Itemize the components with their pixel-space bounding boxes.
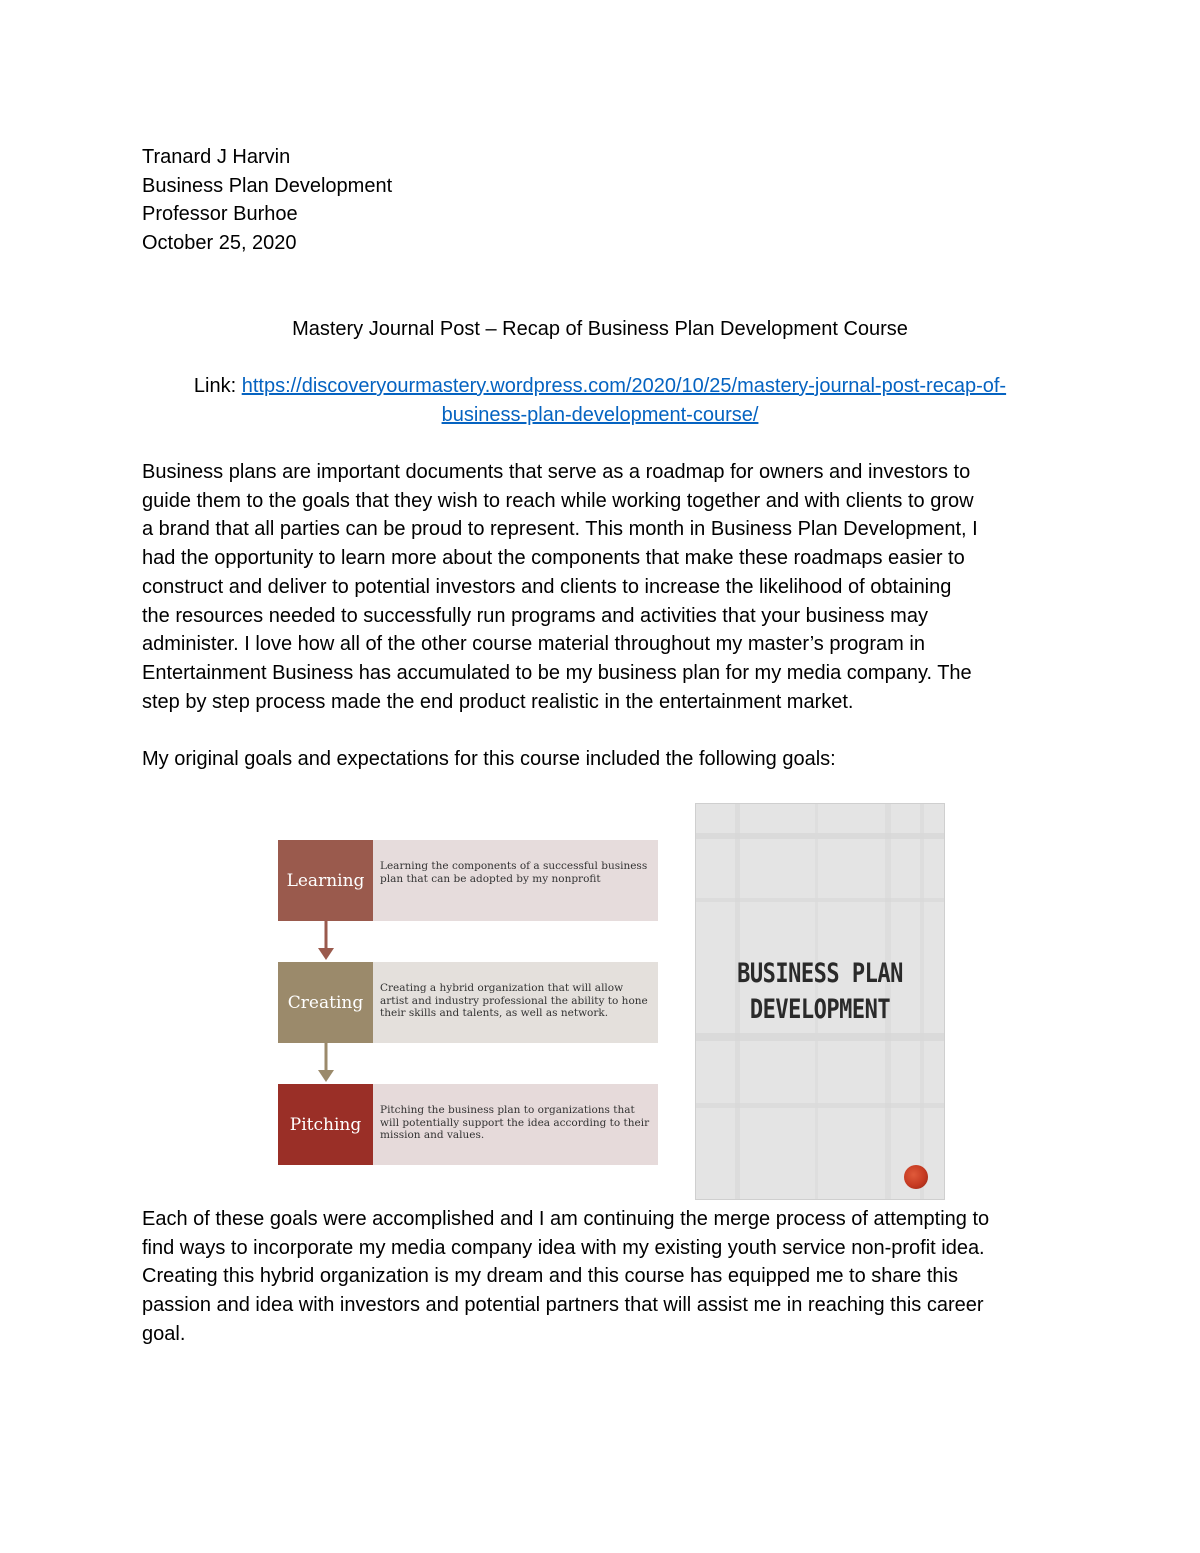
intro-paragraph bbox=[142, 458, 978, 716]
paragraph-line: guide them to the goals that they wish to reach while working together and with clients to grow bbox=[142, 489, 974, 512]
paragraph-line: step by step process made the end product realistic in the entertainment market. bbox=[142, 690, 854, 713]
book-cover-title bbox=[695, 957, 945, 1029]
professor-name: Professor Burhoe bbox=[142, 203, 298, 225]
red-dot-icon bbox=[904, 1165, 928, 1189]
goal-label-creating: Creating bbox=[278, 962, 373, 1043]
blog-post-link-continued[interactable]: business-plan-development-course/ bbox=[441, 404, 759, 426]
blog-post-link[interactable]: https://discoveryourmastery.wordpress.com/2020/10/25/mastery-journal-post-recap-of- bbox=[241, 375, 1007, 397]
paragraph-line: Business plans are important documents that serve as a roadmap for owners and investors to bbox=[142, 461, 971, 483]
link-label: Link: bbox=[193, 375, 242, 397]
goal-label-learning: Learning bbox=[278, 840, 373, 921]
document-date: October 25, 2020 bbox=[142, 231, 297, 254]
goal-row-pitching bbox=[278, 1084, 658, 1165]
goal-description-pitching: Pitching the business plan to organizations that will potentially support the idea according to their mission and values. bbox=[373, 1084, 658, 1165]
course-name: Business Plan Development bbox=[142, 174, 393, 197]
link-block bbox=[0, 372, 1200, 430]
goal-row-learning bbox=[278, 840, 658, 921]
paragraph-line: My original goals and expectations for this course included the following goals: bbox=[142, 748, 836, 770]
link-line-1 bbox=[0, 372, 1200, 401]
goal-label-pitching: Pitching bbox=[278, 1084, 373, 1165]
book-title-line-2: DEVELOPMENT bbox=[749, 995, 891, 1026]
document-header bbox=[142, 143, 392, 257]
link-line-2 bbox=[0, 401, 1200, 430]
book-cover-image bbox=[695, 803, 945, 1200]
paragraph-line: find ways to incorporate my media company idea with my existing youth service non-profit idea. bbox=[142, 1236, 985, 1259]
paragraph-line: the resources needed to successfully run programs and activities that your business may bbox=[142, 604, 928, 627]
goals-intro-paragraph bbox=[142, 745, 836, 774]
goal-description-creating: Creating a hybrid organization that will allow artist and industry professional the ability to hone their skills and talents, as well as network. bbox=[373, 962, 658, 1043]
paragraph-line: a brand that all parties can be proud to represent. This month in Business Plan Development, I bbox=[142, 518, 978, 541]
book-title-line-1: BUSINESS PLAN bbox=[737, 959, 903, 990]
author-name: Tranard J Harvin bbox=[142, 146, 291, 168]
down-arrow-icon bbox=[316, 1043, 336, 1084]
paragraph-line: administer. I love how all of the other course material throughout my master’s program in bbox=[142, 633, 925, 656]
goal-description-learning: Learning the components of a successful business plan that can be adopted by my nonprofit bbox=[373, 840, 658, 921]
goals-diagram bbox=[278, 840, 660, 1165]
paragraph-line: goal. bbox=[142, 1322, 186, 1345]
document-title: Mastery Journal Post – Recap of Business Plan Development Course bbox=[292, 318, 908, 340]
paragraph-line: Creating this hybrid organization is my dream and this course has equipped me to share this bbox=[142, 1265, 958, 1288]
goal-row-creating bbox=[278, 962, 658, 1043]
paragraph-line: passion and idea with investors and potential partners that will assist me in reaching this career bbox=[142, 1294, 984, 1317]
paragraph-line: Entertainment Business has accumulated to be my business plan for my media company. The bbox=[142, 661, 972, 684]
paragraph-line: Each of these goals were accomplished and I am continuing the merge process of attempting to bbox=[142, 1208, 990, 1230]
conclusion-paragraph bbox=[142, 1205, 989, 1349]
down-arrow-icon bbox=[316, 921, 336, 962]
paragraph-line: construct and deliver to potential investors and clients to increase the likelihood of obtaining bbox=[142, 575, 952, 598]
paragraph-line: had the opportunity to learn more about the components that make these roadmaps easier to bbox=[142, 547, 965, 570]
